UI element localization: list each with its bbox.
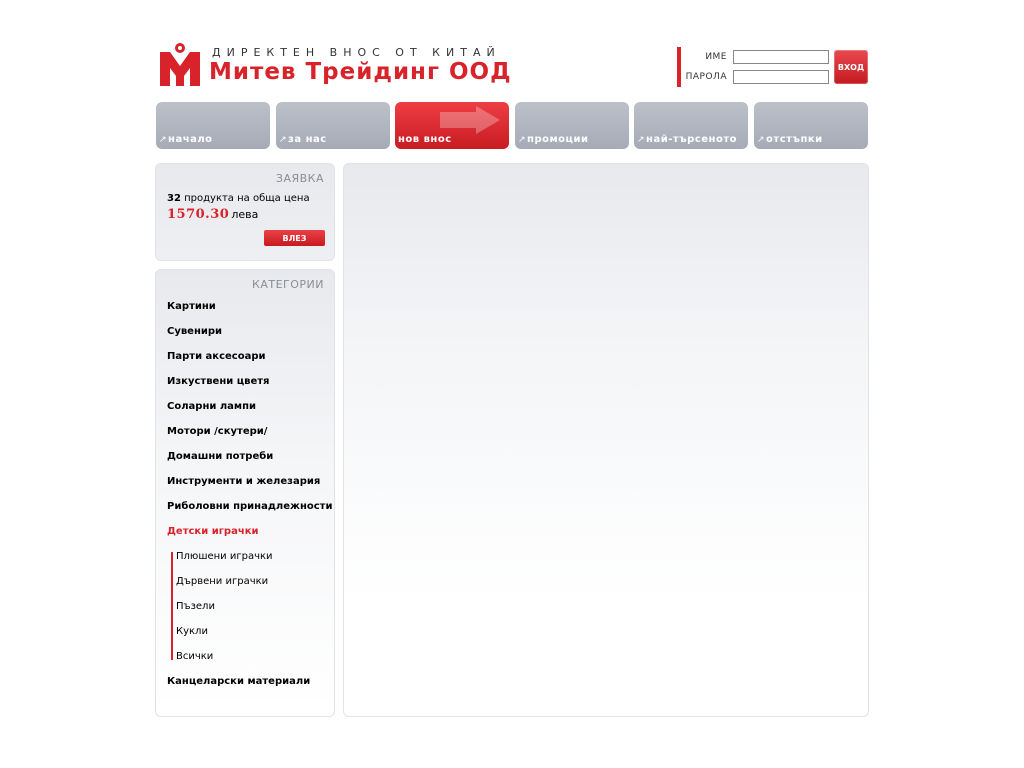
subcategory-indicator <box>171 552 173 660</box>
tab-label: нов внос <box>398 134 452 145</box>
subcategory-wooden-toys[interactable]: Дървени играчки <box>176 576 269 587</box>
tab-label: отстъпки <box>766 134 823 145</box>
arrow-icon: ↗ <box>518 135 527 145</box>
login-button[interactable]: ВХОД <box>834 50 868 84</box>
subcategory-plush-toys[interactable]: Плюшени играчки <box>176 551 273 562</box>
logo-mark-icon <box>160 42 200 86</box>
category-kids-toys[interactable]: Детски играчки <box>167 526 259 537</box>
category-household[interactable]: Домашни потреби <box>167 451 274 462</box>
arrow-icon: ↗ <box>159 135 168 145</box>
name-label: ИМЕ <box>705 52 727 62</box>
name-input[interactable] <box>733 50 829 64</box>
category-pictures[interactable]: Картини <box>167 301 216 312</box>
category-motors-scooters[interactable]: Мотори /скутери/ <box>167 426 268 437</box>
category-tools-hardware[interactable]: Инструменти и железария <box>167 476 321 487</box>
subcategory-puzzles[interactable]: Пъзели <box>176 601 215 612</box>
tab-most-searched[interactable] <box>634 102 748 149</box>
tab-label: за нас <box>288 134 327 145</box>
total-amount: 1570.30 <box>167 207 230 222</box>
main-content-area <box>343 163 869 717</box>
arrow-icon: ↗ <box>279 135 288 145</box>
category-souvenirs[interactable]: Сувенири <box>167 326 223 337</box>
password-label: ПАРОЛА <box>685 72 727 82</box>
category-fishing[interactable]: Риболовни принадлежности <box>167 501 333 512</box>
categories-title: КАТЕГОРИИ <box>252 278 324 291</box>
tab-discounts[interactable] <box>754 102 868 149</box>
tab-promotions[interactable] <box>515 102 629 149</box>
subcategory-all[interactable]: Всички <box>176 651 214 662</box>
tab-label: промоции <box>527 134 589 145</box>
order-title: ЗАЯВКА <box>275 172 324 185</box>
product-count-text: продукта на обща цена <box>184 193 310 204</box>
tab-label: начало <box>168 134 213 145</box>
big-arrow-icon <box>440 106 500 134</box>
site-tagline: ДИРЕКТЕН ВНОС ОТ КИТАЙ <box>212 46 501 59</box>
order-total <box>167 207 258 222</box>
categories-panel <box>155 269 335 717</box>
company-name: Митев Трейдинг ООД <box>209 59 512 85</box>
tab-home[interactable] <box>156 102 270 149</box>
order-summary <box>167 193 310 204</box>
currency-label: лева <box>231 208 259 221</box>
subcategory-dolls[interactable]: Кукли <box>176 626 208 637</box>
product-count: 32 <box>167 193 181 204</box>
order-panel <box>155 163 335 261</box>
arrow-icon: ↗ <box>637 135 646 145</box>
category-solar-lamps[interactable]: Соларни лампи <box>167 401 256 412</box>
tab-label: най-търсеното <box>646 134 737 145</box>
enter-cart-button[interactable]: ВЛЕЗ <box>264 230 325 246</box>
arrow-icon: ↗ <box>757 135 766 145</box>
category-party-accessories[interactable]: Парти аксесоари <box>167 351 266 362</box>
password-input[interactable] <box>733 70 829 84</box>
category-stationery[interactable]: Канцеларски материали <box>167 676 311 687</box>
tab-new-import[interactable] <box>395 102 509 149</box>
tab-about[interactable] <box>276 102 390 149</box>
category-artificial-flowers[interactable]: Изкуствени цветя <box>167 376 270 387</box>
